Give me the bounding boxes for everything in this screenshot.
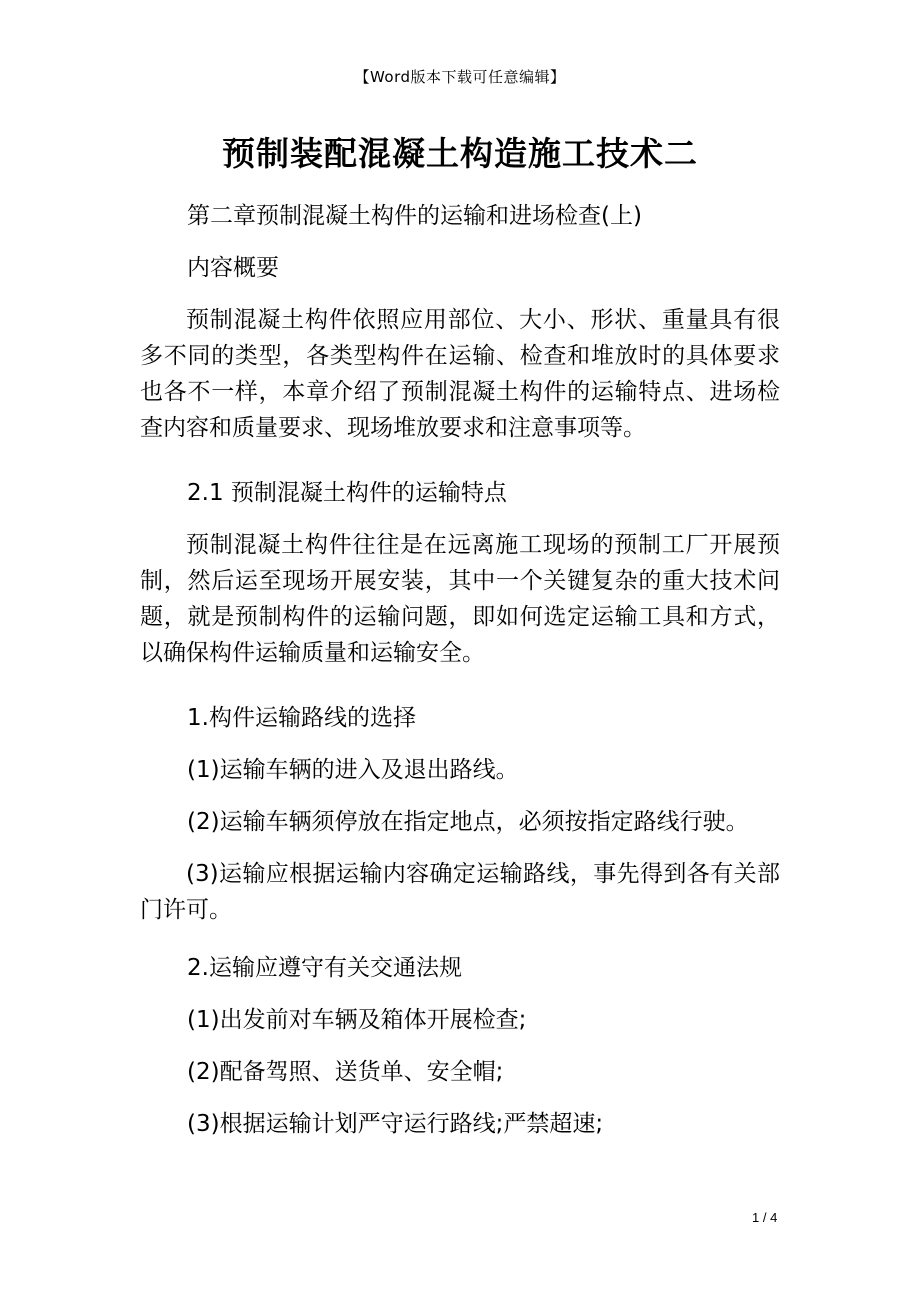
item-2-heading: 2.运输应遵守有关交通法规 (187, 955, 462, 981)
header-note: 【Word版本下载可任意编辑】 (354, 68, 566, 86)
item-2-point: (3)根据运输计划严守运行路线;严禁超速; (187, 1111, 604, 1137)
summary-paragraph: 预制混凝土构件依照应用部位、大小、形状、重量具有很多不同的类型，各类型构件在运输、检查和堆放时的具体要求也各不一样，本章介绍了预制混凝土构件的运输特点、进场检查内容和质量要求、现场堆放要求和注意事项等。 (140, 307, 780, 441)
document-title: 预制装配混凝土构造施工技术二 (222, 134, 698, 173)
section-2-1-paragraph: 预制混凝土构件往往是在远离施工现场的预制工厂开展预制，然后运至现场开展安装，其中一个关键复杂的重大技术问题，就是预制构件的运输问题，即如何选定运输工具和方式，以确保构件运输质量和运输安全。 (140, 532, 780, 666)
page-number: 1 / 4 (752, 1210, 778, 1225)
summary-heading: 内容概要 (187, 255, 279, 281)
item-1-heading: 1.构件运输路线的选择 (187, 705, 416, 731)
item-1-point: (2)运输车辆须停放在指定地点，必须按指定路线行驶。 (187, 809, 749, 835)
item-1-point: (3)运输应根据运输内容确定运输路线，事先得到各有关部门许可。 (140, 861, 780, 923)
item-2-point: (2)配备驾照、送货单、安全帽; (187, 1059, 504, 1085)
item-1-point: (1)运输车辆的进入及退出路线。 (187, 757, 519, 783)
section-2-1-heading: 2.1 预制混凝土构件的运输特点 (187, 480, 507, 506)
chapter-heading: 第二章预制混凝土构件的运输和进场检查(上) (187, 203, 642, 229)
item-2-point: (1)出发前对车辆及箱体开展检查; (187, 1007, 527, 1033)
